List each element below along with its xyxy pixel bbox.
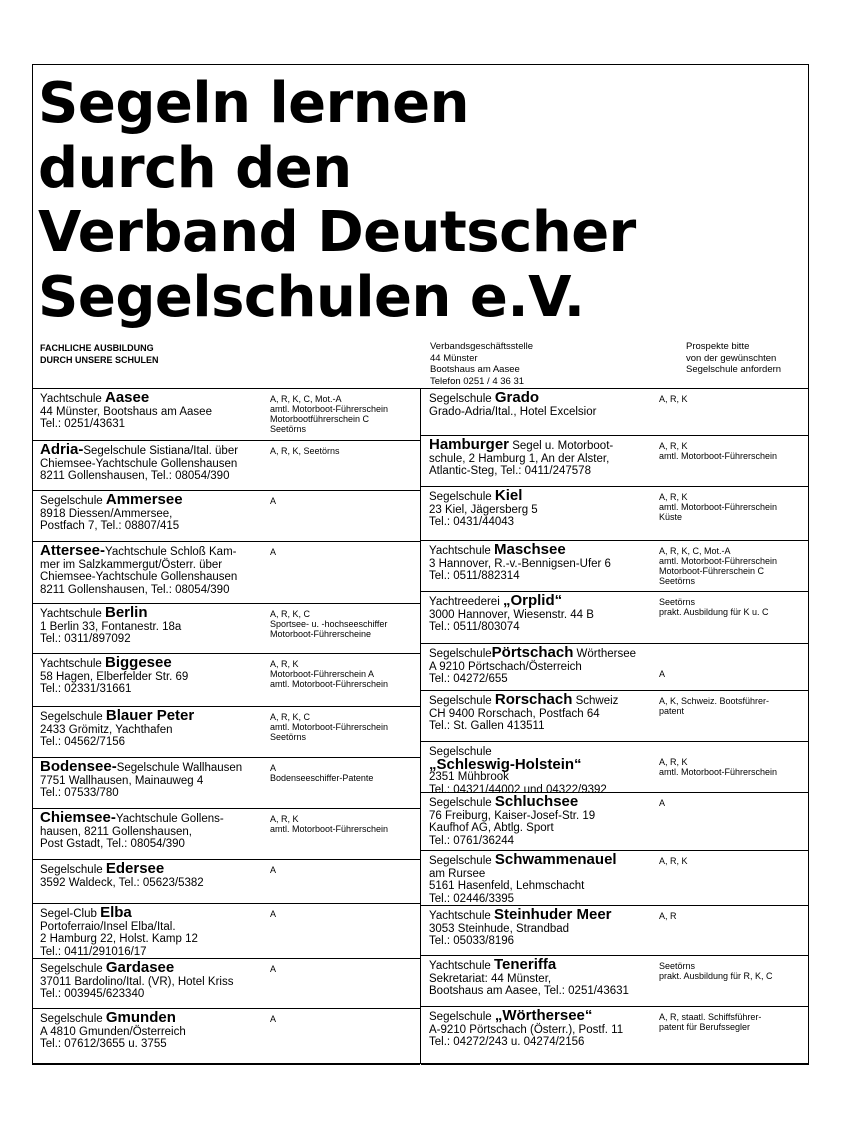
school-heading — [40, 1009, 285, 1026]
school-address-line: Postfach 7, Tel.: 08807/415 — [40, 520, 180, 533]
school-address-line: Tel.: 04272/655 — [429, 673, 508, 686]
school-type: Yachtschule — [40, 658, 105, 670]
school-details — [40, 389, 285, 431]
course-code-line: A, R, K — [659, 441, 688, 451]
school-address-line: 3000 Hannover, Wiesenstr. 44 B — [429, 608, 594, 621]
course-code-line: A — [659, 798, 666, 808]
course-codes — [270, 394, 420, 434]
course-code-line: A — [270, 1014, 277, 1024]
school-address-line: 7751 Wallhausen, Mainauweg 4 — [40, 774, 204, 787]
association-office-line: Bootshaus am Aasee — [430, 364, 520, 375]
school-type: Segelschule — [40, 963, 106, 975]
course-code-line: amtl. Motorboot-Führerschein — [659, 451, 778, 461]
school-heading — [40, 604, 285, 621]
school-type: Yachtreederei — [429, 596, 503, 608]
school-details — [429, 691, 654, 733]
course-code-line: A, R — [659, 911, 677, 921]
school-type: Segelschule — [429, 695, 495, 707]
school-heading — [40, 707, 285, 724]
subtitle-left-line: FACHLICHE AUSBILDUNG — [40, 343, 154, 353]
brochure-note-line: von der gewünschten — [686, 352, 777, 364]
school-details — [429, 906, 654, 948]
course-codes — [270, 496, 420, 506]
course-code-line: Seetörns — [270, 732, 307, 742]
school-details — [40, 904, 285, 958]
course-code-line: A, R, K — [659, 757, 688, 767]
school-address-line: Tel.: 05033/8196 — [429, 935, 515, 948]
school-type: Segelschule — [40, 495, 106, 507]
school-heading — [40, 491, 285, 508]
school-entry — [32, 490, 420, 541]
school-heading-tail: Segelschule Wallhausen — [116, 762, 243, 774]
course-code-line: A, R, K — [659, 492, 688, 502]
association-office-line: Verbandsgeschäftsstelle — [430, 341, 533, 352]
course-code-line: amtl. Motorboot-Führerschein — [270, 824, 389, 834]
school-name: Schluchsee — [494, 793, 579, 810]
course-codes — [659, 394, 809, 404]
school-name: Maschsee — [494, 541, 566, 558]
school-name: Bodensee- — [40, 758, 117, 775]
course-code-line: A — [270, 496, 277, 506]
school-entry — [32, 541, 420, 603]
course-codes — [659, 1012, 809, 1032]
course-codes — [270, 763, 420, 783]
school-address-line: Tel.: 0311/897092 — [40, 633, 131, 646]
course-code-line: A, K, Schweiz. Bootsführer- — [659, 696, 770, 706]
school-type: Segelschule — [429, 746, 492, 758]
course-codes — [270, 446, 420, 456]
school-entry — [32, 706, 420, 757]
school-heading — [40, 904, 285, 921]
school-name: Edersee — [105, 860, 165, 877]
school-entry — [421, 955, 809, 1006]
school-address-line: 3592 Waldeck, Tel.: 05623/5382 — [40, 876, 204, 889]
school-name: Adria- — [40, 441, 84, 458]
school-entry — [32, 859, 420, 903]
headline — [38, 72, 738, 330]
school-entry — [421, 435, 809, 486]
brochure-note-line: Prospekte bitte — [686, 341, 750, 352]
course-code-line: prakt. Ausbildung für R, K, C — [659, 971, 773, 981]
school-name: Biggesee — [105, 654, 172, 671]
school-address-line: „Schleswig-Holstein“ — [429, 755, 582, 773]
course-code-line: A, R, K, C — [270, 609, 311, 619]
course-code-line: amtl. Motorboot-Führerschein — [659, 502, 778, 512]
course-code-line: Bodenseeschiffer-Patente — [270, 773, 374, 783]
school-entry — [32, 958, 420, 1008]
school-details — [429, 541, 654, 583]
school-address-line: A 9210 Pörtschach/Österreich — [429, 660, 582, 673]
school-address-line: CH 9400 Rorschach, Postfach 64 — [429, 707, 600, 720]
school-type: Segelschule — [429, 1011, 495, 1023]
school-address-line: Tel.: 02331/31661 — [40, 683, 132, 696]
school-details — [429, 592, 654, 634]
school-address-line: 37011 Bardolino/Ital. (VR), Hotel Kriss — [40, 975, 234, 988]
school-details — [429, 793, 654, 847]
school-name: Gmunden — [105, 1009, 176, 1026]
course-codes — [270, 814, 420, 834]
school-address-line: 5161 Hasenfeld, Lehmschacht — [429, 880, 585, 893]
school-address-line: Tel.: 07612/3655 u. 3755 — [40, 1038, 167, 1051]
school-name: Rorschach — [494, 691, 573, 708]
course-code-line: A, R, K, C, Mot.-A — [659, 546, 731, 556]
headline-line-3: Verband Deutscher — [38, 200, 636, 265]
school-name: Chiemsee- — [40, 809, 116, 826]
course-code-line: A — [270, 547, 277, 557]
school-entry — [421, 388, 809, 435]
course-codes — [659, 798, 809, 808]
course-code-line — [659, 747, 809, 757]
school-entry — [32, 388, 420, 440]
school-heading — [429, 793, 654, 810]
course-codes — [659, 747, 809, 777]
course-code-line: A — [270, 763, 277, 773]
school-address-line: A-9210 Pörtschach (Österr.), Postf. 11 — [429, 1023, 624, 1036]
school-entry — [32, 808, 420, 859]
school-address-line: Tel.: 04562/7156 — [40, 736, 126, 749]
course-codes — [270, 1014, 420, 1024]
school-details — [40, 809, 285, 851]
course-codes — [659, 961, 809, 981]
school-name: Berlin — [105, 604, 148, 621]
school-address-line: 44 Münster, Bootshaus am Aasee — [40, 405, 212, 418]
school-heading — [429, 644, 654, 661]
course-codes — [659, 441, 809, 461]
course-code-line: Motorboot-Führerschein C — [659, 566, 765, 576]
school-address-line: Tel.: 04272/243 u. 04274/2156 — [429, 1036, 585, 1049]
course-codes — [270, 909, 420, 919]
school-details — [40, 654, 285, 696]
school-address-line: Tel.: 0251/43631 — [40, 418, 126, 431]
school-details — [40, 1009, 285, 1051]
school-type: Segelschule — [40, 1013, 106, 1025]
school-entry — [421, 643, 809, 690]
school-heading — [429, 436, 654, 453]
course-code-line: Sportsee- u. -hochseeschiffer — [270, 619, 388, 629]
school-heading — [40, 860, 285, 877]
school-entry — [421, 1006, 809, 1064]
school-address-line: Tel.: 0511/882314 — [429, 570, 520, 583]
course-code-line: A, R, K, Seetörns — [270, 446, 340, 456]
school-details — [40, 959, 285, 1001]
school-heading — [40, 389, 285, 406]
course-code-line: amtl. Motorboot-Führerschein — [270, 722, 389, 732]
course-codes — [270, 659, 420, 689]
course-code-line: A, R, K — [659, 394, 688, 404]
school-details — [429, 1007, 654, 1049]
school-details — [429, 436, 654, 478]
course-code-line: Seetörns — [659, 597, 696, 607]
school-type: Segelschule — [40, 711, 106, 723]
school-details — [429, 851, 654, 905]
subtitle-left — [40, 342, 159, 366]
school-entry — [32, 653, 420, 706]
course-codes — [270, 964, 420, 974]
course-code-line: A, R, K, C — [270, 712, 311, 722]
school-address-line: 2433 Grömitz, Yachthafen — [40, 723, 173, 736]
school-name: Gardasee — [105, 959, 175, 976]
school-type: Segelschule — [429, 648, 492, 660]
school-address-line: hausen, 8211 Gollenshausen, — [40, 825, 192, 838]
school-heading — [40, 542, 285, 559]
association-office-line: 44 Münster — [430, 352, 478, 364]
school-address-line: Tel.: 0511/803074 — [429, 621, 520, 634]
school-entry — [421, 540, 809, 591]
school-entry — [421, 792, 809, 850]
school-address-line: Tel.: 04321/44002 und 04322/9392 — [429, 783, 607, 796]
course-code-line: A — [270, 964, 277, 974]
school-heading — [429, 1007, 654, 1024]
school-details — [40, 604, 285, 646]
school-name: Teneriffa — [494, 956, 557, 973]
school-address-line: Sekretariat: 44 Münster, — [429, 972, 552, 985]
school-entry — [421, 591, 809, 643]
course-codes — [270, 712, 420, 742]
course-code-line: patent — [659, 706, 685, 716]
school-heading — [40, 441, 285, 458]
school-heading — [429, 956, 654, 973]
course-code-line: A — [659, 669, 666, 679]
school-address-line: Portoferraio/Insel Elba/Ital. — [40, 920, 176, 933]
school-address-line: Post Gstadt, Tel.: 08054/390 — [40, 838, 185, 851]
school-address-line: 8211 Gollenshausen, Tel.: 08054/390 — [40, 583, 230, 596]
school-entry — [421, 905, 809, 955]
school-heading-tail: Yachtschule Gollens- — [115, 813, 224, 825]
school-entry — [32, 757, 420, 808]
school-heading — [429, 906, 654, 923]
association-office — [430, 341, 533, 387]
school-name: Pörtschach — [491, 644, 574, 661]
course-code-line: A, R, K — [659, 856, 688, 866]
course-code-line: Motorboot-Führerscheine — [270, 629, 372, 639]
course-codes — [659, 856, 809, 866]
course-code-line: A — [270, 865, 277, 875]
list-bottom-rule — [421, 1064, 809, 1065]
school-details — [40, 860, 285, 889]
school-heading — [429, 592, 654, 609]
school-type: Segelschule — [429, 491, 495, 503]
course-codes — [270, 609, 420, 639]
school-details — [429, 644, 654, 686]
school-entry — [32, 1008, 420, 1064]
school-address-line: Tel.: 0411/291016/17 — [40, 945, 147, 958]
school-name: „Wörthersee“ — [494, 1007, 593, 1024]
school-address-line: schule, 2 Hamburg 1, An der Alster, — [429, 452, 610, 465]
school-name: Steinhuder Meer — [494, 906, 612, 923]
school-details — [40, 441, 285, 483]
association-office-line: Telefon 0251 / 4 36 31 — [430, 375, 525, 387]
school-details — [429, 745, 654, 796]
school-address-line: 3 Hannover, R.-v.-Bennigsen-Ufer 6 — [429, 557, 611, 570]
school-heading — [429, 487, 654, 504]
course-code-line: patent für Berufssegler — [659, 1022, 751, 1032]
school-address-line: am Rursee — [429, 867, 486, 880]
school-address-line: 58 Hagen, Elberfelder Str. 69 — [40, 670, 189, 683]
school-address-line: Tel.: 003945/623340 — [40, 988, 145, 1001]
school-address-line: Kaufhof AG, Abtlg. Sport — [429, 822, 554, 835]
course-code-line: amtl. Motorboot-Führerschein — [659, 767, 778, 777]
brochure-note-line: Segelschule anfordern — [686, 364, 782, 375]
school-type: Segelschule — [40, 864, 106, 876]
school-details — [429, 389, 654, 418]
school-entry — [32, 903, 420, 958]
school-address-line: Atlantic-Steg, Tel.: 0411/247578 — [429, 465, 591, 478]
course-code-line: Seetörns — [659, 576, 696, 586]
school-details — [429, 487, 654, 529]
school-details — [40, 491, 285, 533]
headline-line-2: durch den — [38, 135, 352, 201]
course-code-line — [659, 659, 809, 669]
school-address-line: Grado-Adria/Ital., Hotel Excelsior — [429, 405, 597, 418]
course-codes — [659, 492, 809, 522]
school-heading — [429, 541, 654, 558]
school-address-line: Chiemsee-Yachtschule Gollenshausen — [40, 571, 238, 584]
school-type: Segelschule — [429, 855, 495, 867]
school-entry — [32, 603, 420, 653]
course-code-line: Seetörns — [659, 961, 696, 971]
school-name: Attersee- — [40, 542, 106, 559]
school-details — [40, 542, 285, 596]
school-type: Yachtschule — [429, 545, 494, 557]
school-heading-tail: Segel u. Motorboot- — [509, 440, 614, 452]
school-heading — [40, 809, 285, 826]
course-codes — [270, 865, 420, 875]
course-code-line: Seetörns — [270, 424, 307, 434]
course-code-line: Motorboot-Führerschein A — [270, 669, 375, 679]
school-address-line: Tel.: 0431/44043 — [429, 516, 515, 529]
course-codes — [270, 547, 420, 557]
school-address-line: 3053 Steinhude, Strandbad — [429, 922, 570, 935]
school-entry — [421, 741, 809, 796]
school-address-line: Tel.: 0761/36244 — [429, 834, 515, 847]
course-code-line: amtl. Motorboot-Führerschein — [659, 556, 778, 566]
school-address-line: 2351 Mühbrook — [429, 771, 509, 784]
brochure-note — [686, 341, 781, 376]
headline-line-1: Segeln lernen — [38, 71, 469, 136]
school-name: Schwammenauel — [494, 851, 617, 868]
school-name: Elba — [100, 904, 132, 921]
school-address-line: Tel.: 07533/780 — [40, 787, 119, 800]
school-heading-tail: Schweiz — [572, 695, 619, 707]
course-codes — [659, 649, 809, 679]
school-entry — [421, 850, 809, 905]
course-code-line: A, R, K, C, Mot.-A — [270, 394, 342, 404]
school-heading-tail: Wörthersee — [573, 648, 636, 660]
course-code-line: prakt. Ausbildung für K u. C — [659, 607, 769, 617]
course-code-line: Motorbootführerschein C — [270, 414, 370, 424]
school-name: Grado — [494, 389, 540, 406]
school-heading — [40, 959, 285, 976]
school-type: Segelschule — [429, 393, 495, 405]
school-address-line: 23 Kiel, Jägersberg 5 — [429, 503, 538, 516]
subtitle-left-line: DURCH UNSERE SCHULEN — [40, 355, 159, 365]
school-heading — [40, 654, 285, 671]
school-type: Yachtschule — [40, 608, 105, 620]
school-name: Hamburger — [429, 436, 510, 453]
course-code-line: A, R, K — [270, 814, 299, 824]
school-heading — [429, 389, 654, 406]
course-codes — [659, 546, 809, 586]
school-type: Segelschule — [429, 797, 495, 809]
school-address-line: A 4810 Gmunden/Österreich — [40, 1025, 186, 1038]
school-name: Ammersee — [105, 491, 183, 508]
school-address-line: 8918 Diessen/Ammersee, — [40, 507, 173, 520]
course-code-line: A, R, K — [270, 659, 299, 669]
school-details — [40, 707, 285, 749]
school-name: Kiel — [494, 487, 523, 504]
school-name: Aasee — [105, 389, 150, 406]
school-heading-tail: Segelschule Sistiana/Ital. über — [83, 445, 239, 457]
school-heading — [40, 758, 285, 775]
school-address-line: Tel.: 02446/3395 — [429, 892, 515, 905]
course-code-line: amtl. Motorboot-Führerschein — [270, 679, 389, 689]
school-type: Segel-Club — [40, 908, 101, 920]
school-heading-tail: Yachtschule Schloß Kam- — [105, 546, 237, 558]
course-codes — [659, 597, 809, 617]
course-code-line: A — [270, 909, 277, 919]
school-address-line: Bootshaus am Aasee, Tel.: 0251/43631 — [429, 985, 629, 998]
school-type: Yachtschule — [429, 910, 494, 922]
course-codes — [659, 696, 809, 716]
course-codes — [659, 911, 809, 921]
school-type: Yachtschule — [40, 393, 105, 405]
school-entry — [421, 486, 809, 540]
school-address-line: 76 Freiburg, Kaiser-Josef-Str. 19 — [429, 809, 596, 822]
school-address-line: Tel.: St. Gallen 413511 — [429, 720, 545, 733]
school-details — [429, 956, 654, 998]
school-name: Blauer Peter — [105, 707, 195, 724]
school-entry — [421, 690, 809, 741]
school-address-line: 8211 Gollenshausen, Tel.: 08054/390 — [40, 470, 230, 483]
school-type: Yachtschule — [429, 960, 494, 972]
list-bottom-rule — [32, 1064, 420, 1065]
school-heading — [429, 851, 654, 868]
school-details — [40, 758, 285, 800]
school-entry — [32, 440, 420, 490]
school-address-line: mer im Salzkammergut/Österr. über — [40, 558, 223, 571]
school-address-line: 2 Hamburg 22, Holst. Kamp 12 — [40, 933, 198, 946]
school-address-line: 1 Berlin 33, Fontanestr. 18a — [40, 620, 182, 633]
school-heading — [429, 691, 654, 708]
school-address-line: Chiemsee-Yachtschule Gollenshausen — [40, 457, 238, 470]
course-code-line: A, R, staatl. Schiffsführer- — [659, 1012, 762, 1022]
course-code-line: Küste — [659, 512, 683, 522]
headline-line-4: Segelschulen e.V. — [38, 264, 585, 330]
course-code-line: amtl. Motorboot-Führerschein — [270, 404, 389, 414]
school-name: „Orplid“ — [502, 592, 563, 609]
course-code-line — [659, 649, 809, 659]
